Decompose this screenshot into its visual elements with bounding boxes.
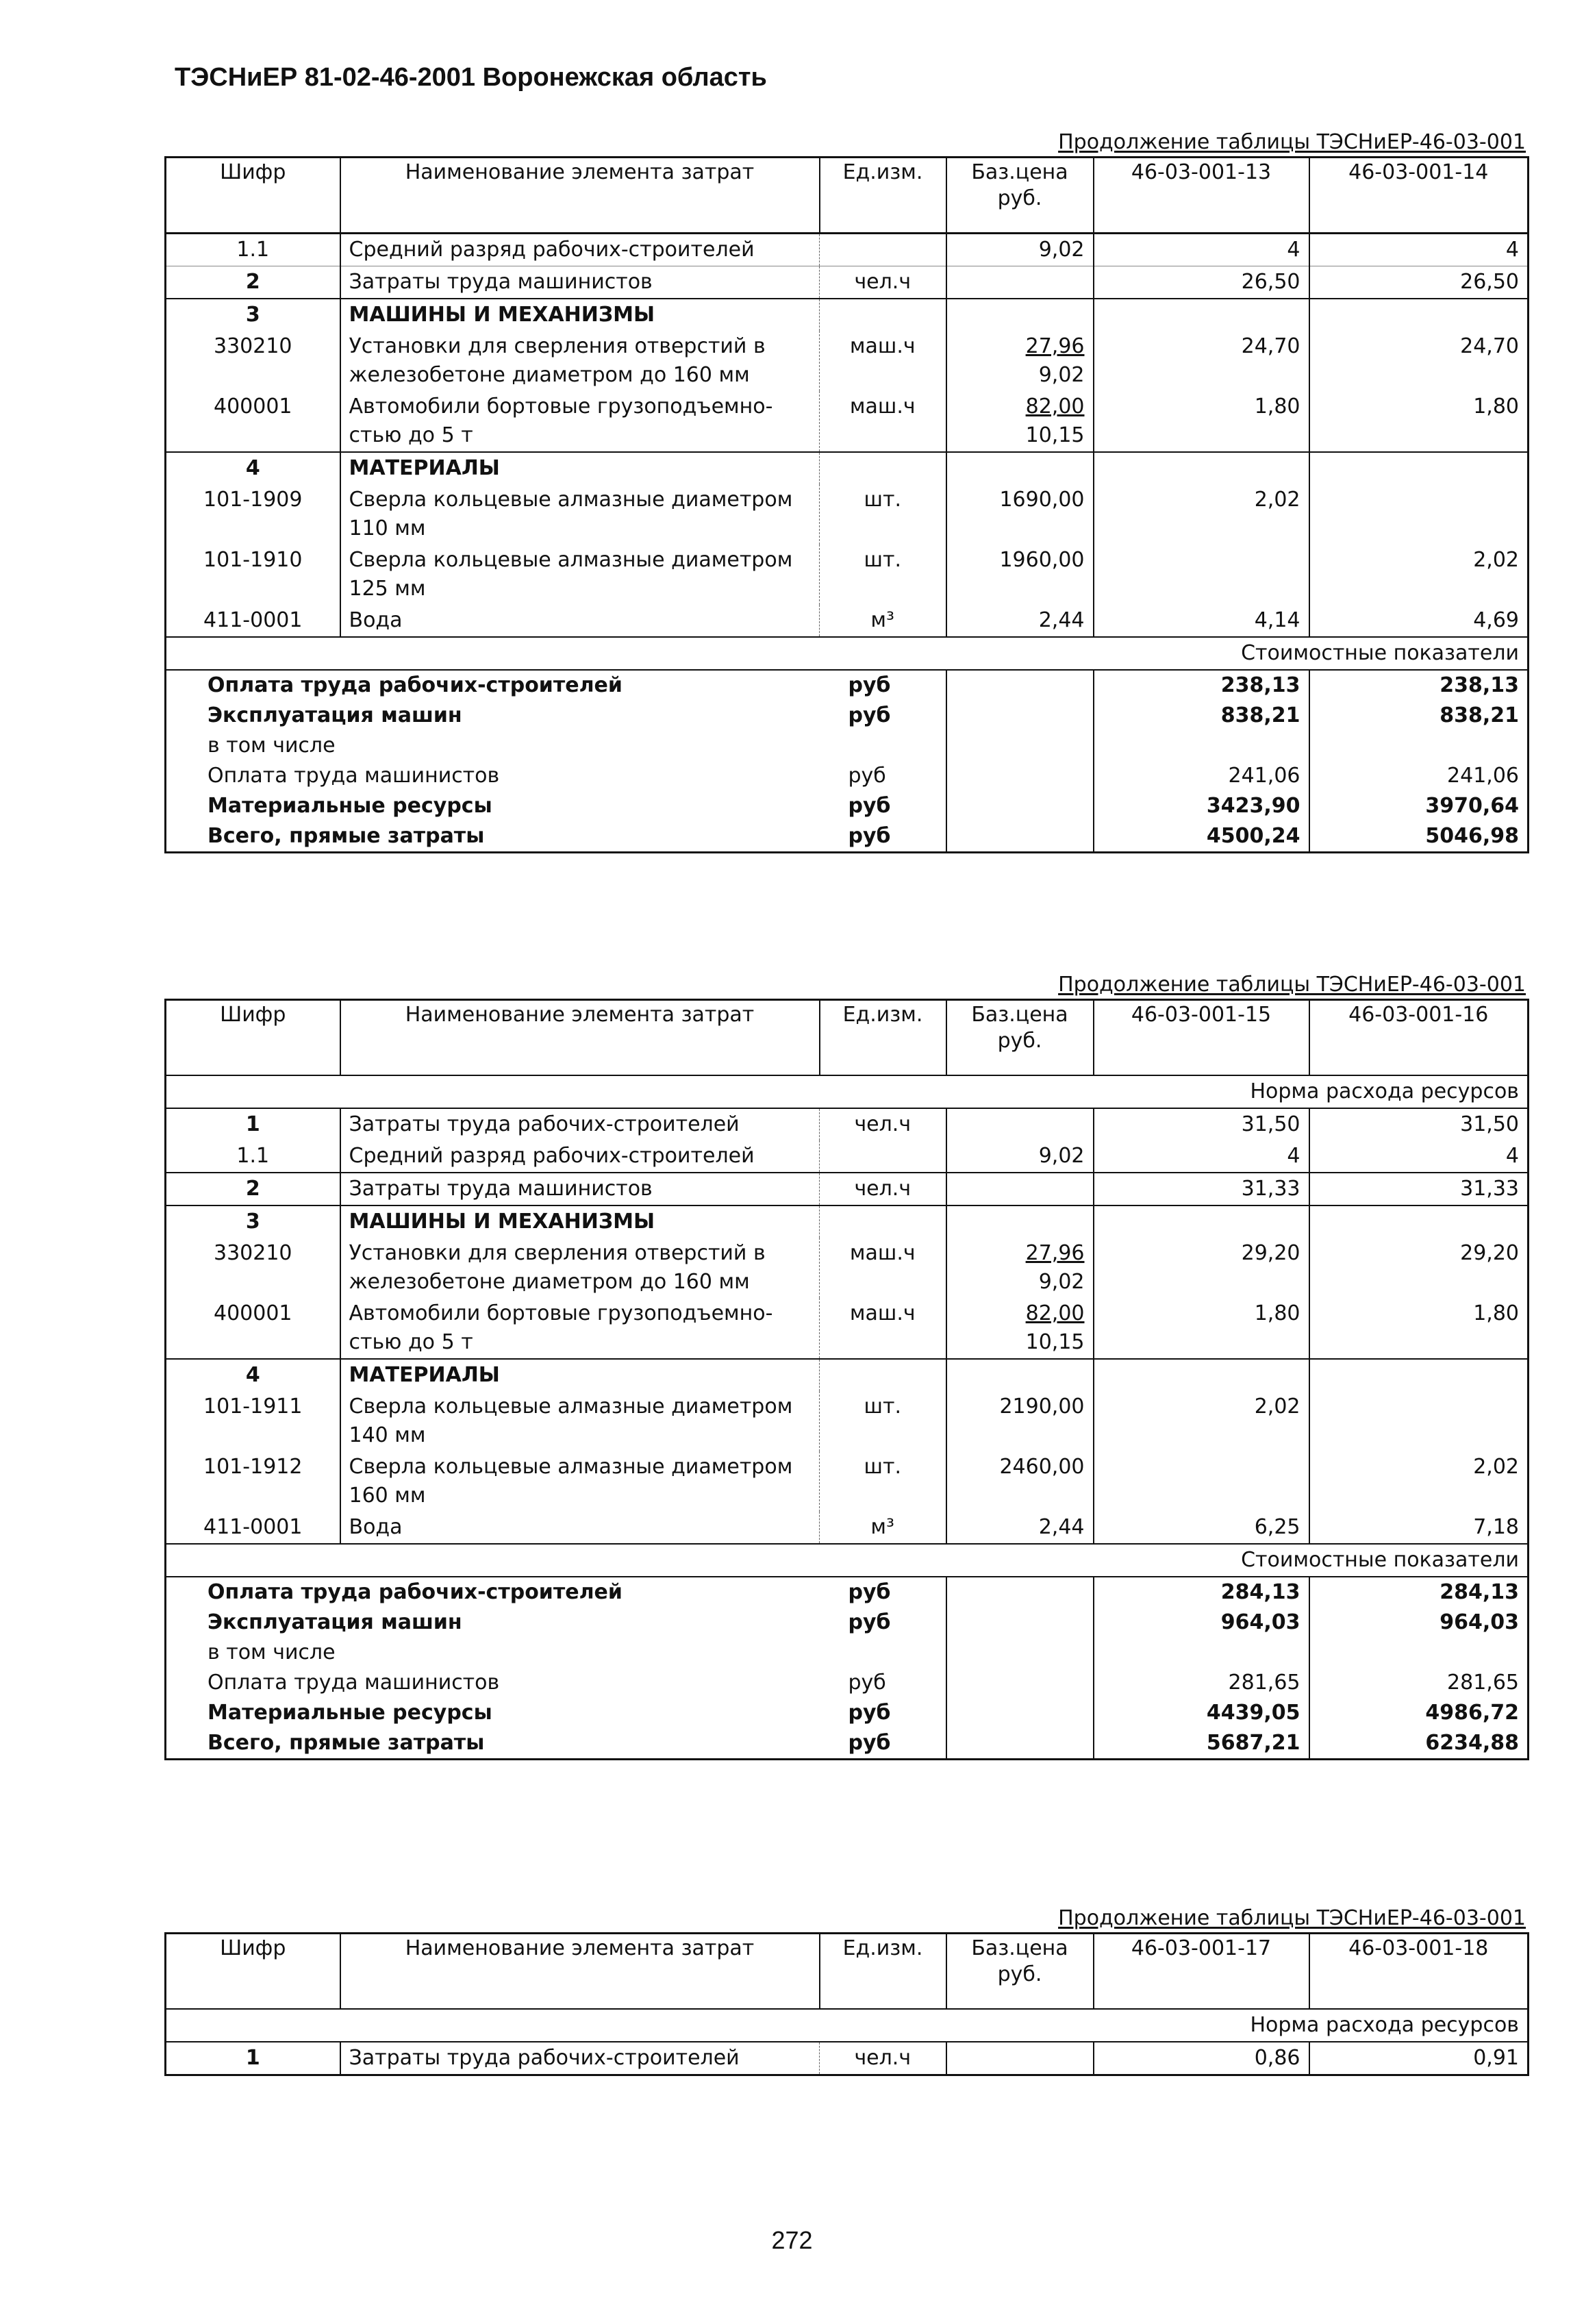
column-header-norm-b: 46-03-001-18 [1309,1934,1529,2010]
table-row: 1.1 Средний разряд рабочих-строителей 9,02 4 4 [166,1140,1529,1173]
column-header-norm-a: 46-03-001-15 [1094,1000,1309,1076]
column-header-norm-b: 46-03-001-14 [1309,158,1529,234]
section-row-norm: Норма расхода ресурсов [166,1075,1529,1108]
table-row: 330210 Установки для сверления отверстий в железобетоне диаметром до 160 мм маш.ч 27,96 9,02 24,70 24,70 [166,331,1529,391]
estimate-table-2 [164,971,1527,1760]
summary-row: Материальные ресурсы руб 3423,90 3970,64 [166,791,1529,821]
summary-row: Оплата труда машинистов руб 281,65 281,65 [166,1668,1529,1698]
table-header-row [166,158,1529,234]
estimate-table-3 [164,1905,1527,2076]
column-header-name: Наименование элемента затрат [340,158,820,234]
table-row: 4 МАТЕРИАЛЫ [166,1359,1529,1391]
table-row: 1 Затраты труда рабочих-строителей чел.ч 31,50 31,50 [166,1108,1529,1140]
table-row: 101-1909 Сверла кольцевые алмазные диаметром 110 мм шт. 1690,00 2,02 [166,484,1529,545]
summary-row: Эксплуатация машин руб 964,03 964,03 [166,1608,1529,1638]
page-title: ТЭСНиЕР 81-02-46-2001 Воронежская область [175,63,767,92]
summary-row: Оплата труда машинистов руб 241,06 241,06 [166,761,1529,791]
column-header-price: Баз.цена руб. [946,1000,1094,1076]
summary-row: Материальные ресурсы руб 4439,05 4986,72 [166,1698,1529,1728]
table-row: 1 Затраты труда рабочих-строителей чел.ч 0,86 0,91 [166,2042,1529,2075]
column-header-price: Баз.цена руб. [946,158,1094,234]
table-header-row [166,1934,1529,2010]
table-row: 101-1912 Сверла кольцевые алмазные диаметром 160 мм шт. 2460,00 2,02 [166,1451,1529,1512]
column-header-code: Шифр [166,1934,340,2010]
table-row: 101-1911 Сверла кольцевые алмазные диаметром 140 мм шт. 2190,00 2,02 [166,1391,1529,1451]
column-header-price: Баз.цена руб. [946,1934,1094,2010]
summary-row: Оплата труда рабочих-строителей руб 238,13 238,13 [166,670,1529,701]
table-row: 3 МАШИНЫ И МЕХАНИЗМЫ [166,1205,1529,1238]
summary-row: Всего, прямые затраты руб 4500,24 5046,98 [166,821,1529,853]
estimate-table [164,1932,1529,2076]
column-header-name: Наименование элемента затрат [340,1934,820,2010]
summary-row: в том числе [166,731,1529,761]
column-header-code: Шифр [166,158,340,234]
table-row: 330210 Установки для сверления отверстий в железобетоне диаметром до 160 мм маш.ч 27,96 9,02 29,20 29,20 [166,1238,1529,1298]
table-caption: Продолжение таблицы ТЭСНиЕР-46-03-001 [1058,973,1526,997]
summary-row: в том числе [166,1638,1529,1668]
table-row: 1.1 Средний разряд рабочих-строителей 9,02 4 4 [166,234,1529,266]
estimate-table-1 [164,129,1527,853]
table-caption: Продолжение таблицы ТЭСНиЕР-46-03-001 [1058,1906,1526,1930]
table-row: 2 Затраты труда машинистов чел.ч 31,33 31,33 [166,1173,1529,1205]
table-row: 2 Затраты труда машинистов чел.ч 26,50 26,50 [166,266,1529,299]
column-header-unit: Ед.изм. [820,1000,946,1076]
column-header-name: Наименование элемента затрат [340,1000,820,1076]
table-caption: Продолжение таблицы ТЭСНиЕР-46-03-001 [1058,130,1526,154]
estimate-table [164,999,1529,1760]
table-row: 4 МАТЕРИАЛЫ [166,452,1529,484]
summary-row: Оплата труда рабочих-строителей руб 284,13 284,13 [166,1577,1529,1608]
column-header-norm-a: 46-03-001-17 [1094,1934,1309,2010]
section-row-cost: Стоимостные показатели [166,637,1529,670]
column-header-norm-a: 46-03-001-13 [1094,158,1309,234]
table-row: 400001 Автомобили бортовые грузоподъемно- стью до 5 т маш.ч 82,00 10,15 1,80 1,80 [166,1298,1529,1359]
table-row: 411-0001 Вода м³ 2,44 4,14 4,69 [166,605,1529,637]
section-row-norm: Норма расхода ресурсов [166,2009,1529,2042]
column-header-code: Шифр [166,1000,340,1076]
table-row: 411-0001 Вода м³ 2,44 6,25 7,18 [166,1512,1529,1544]
page-number: 272 [771,2226,813,2254]
table-header-row [166,1000,1529,1076]
column-header-unit: Ед.изм. [820,158,946,234]
summary-row: Эксплуатация машин руб 838,21 838,21 [166,701,1529,731]
column-header-unit: Ед.изм. [820,1934,946,2010]
table-row: 101-1910 Сверла кольцевые алмазные диаметром 125 мм шт. 1960,00 2,02 [166,545,1529,605]
estimate-table [164,156,1529,853]
table-row: 400001 Автомобили бортовые грузоподъемно- стью до 5 т маш.ч 82,00 10,15 1,80 1,80 [166,391,1529,452]
summary-row: Всего, прямые затраты руб 5687,21 6234,88 [166,1728,1529,1760]
section-row-cost: Стоимостные показатели [166,1544,1529,1577]
table-row: 3 МАШИНЫ И МЕХАНИЗМЫ [166,299,1529,331]
column-header-norm-b: 46-03-001-16 [1309,1000,1529,1076]
